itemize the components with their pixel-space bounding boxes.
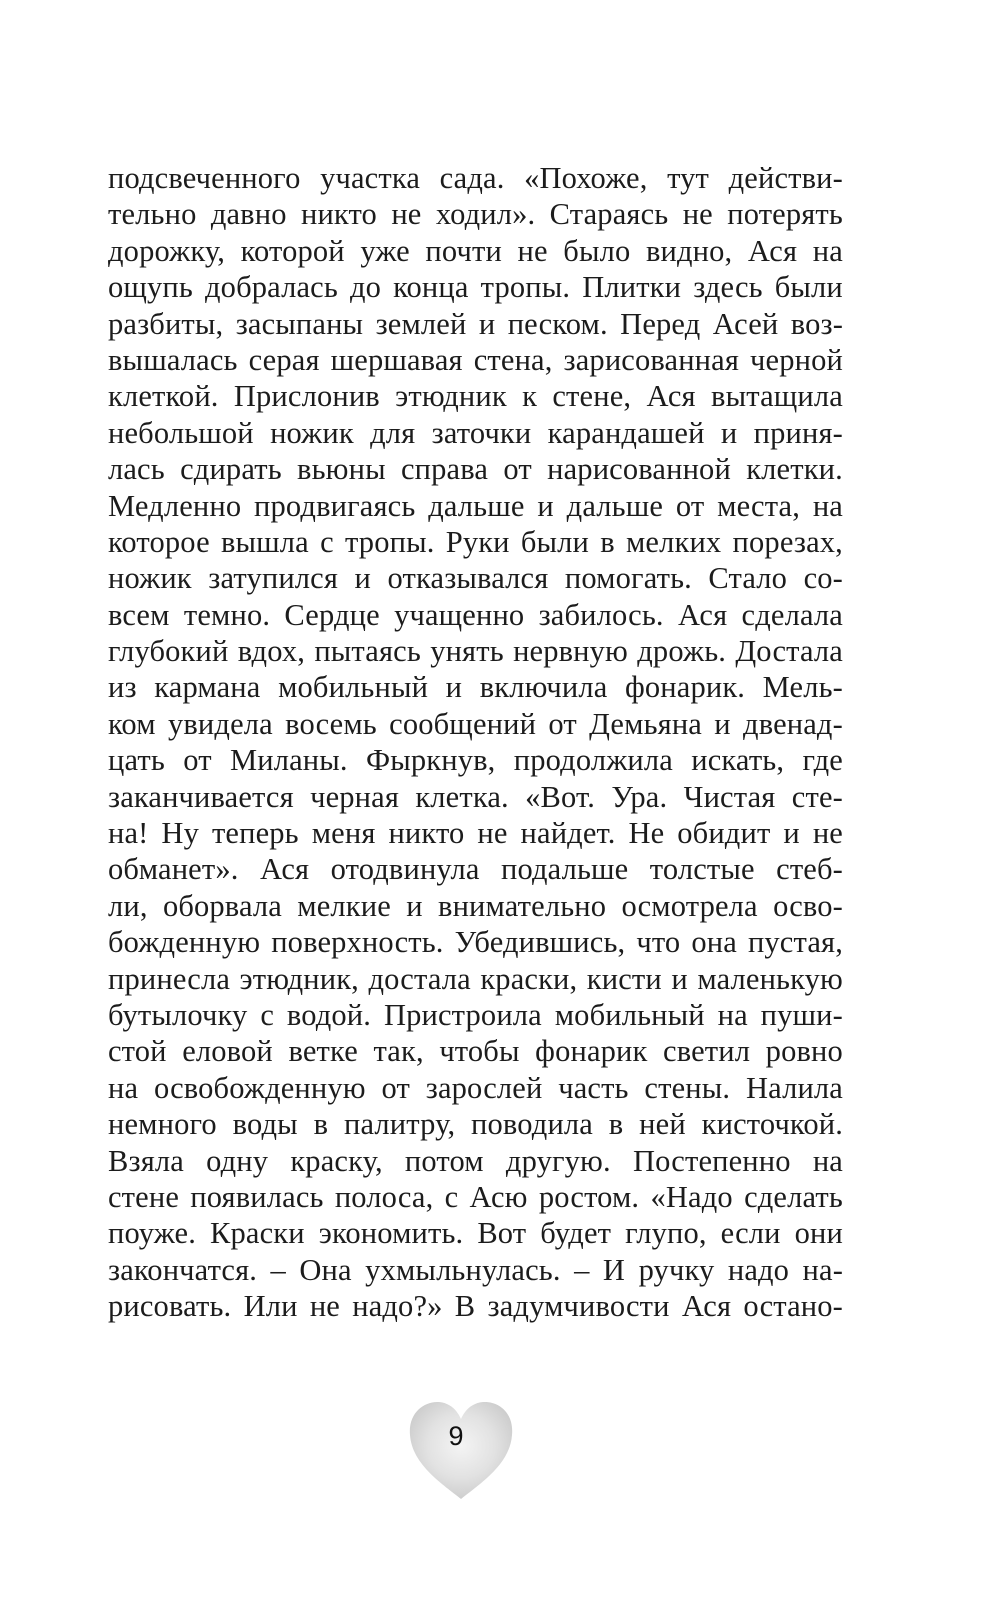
text-line: вышалась серая шершавая стена, зарисованная черной — [108, 342, 843, 377]
text-line: на! Ну теперь меня никто не найдет. Не обидит и не — [108, 816, 843, 851]
text-line: Взяла одну краску, потом другую. Постепенно на — [108, 1143, 843, 1178]
body-text — [108, 160, 843, 1325]
page-number-badge — [406, 1399, 516, 1504]
text-line: закончатся. – Она ухмыльнулась. – И ручку надо на- — [108, 1252, 843, 1287]
text-line: небольшой ножик для заточки карандашей и приня- — [108, 415, 843, 450]
text-line: клеткой. Прислонив этюдник к стене, Ася вытащила — [108, 379, 843, 414]
text-line: цать от Миланы. Фыркнув, продолжила искать, где — [108, 743, 843, 778]
text-line: ощупь добралась до конца тропы. Плитки здесь были — [108, 270, 843, 305]
text-line: ножик затупился и отказывался помогать. Стало со- — [108, 561, 843, 596]
text-line: заканчивается черная клетка. «Вот. Ура. Чистая сте- — [108, 779, 843, 814]
text-line: на освобожденную от зарослей часть стены. Налила — [108, 1070, 843, 1105]
text-line: ком увидела восемь сообщений от Демьяна и двенад- — [108, 706, 843, 741]
text-line: которое вышла с тропы. Руки были в мелких порезах, — [108, 524, 843, 559]
text-line: стой еловой ветке так, чтобы фонарик светил ровно — [108, 1034, 843, 1069]
text-line: божденную поверхность. Убедившись, что она пустая, — [108, 925, 843, 960]
text-line: рисовать. Или не надо?» В задумчивости Ася остано- — [108, 1289, 843, 1324]
text-line: немного воды в палитру, поводила в ней кисточкой. — [108, 1107, 843, 1142]
text-line: из кармана мобильный и включила фонарик. Мель- — [108, 670, 843, 705]
text-line: поуже. Краски экономить. Вот будет глупо, если они — [108, 1216, 843, 1251]
text-line: ли, оборвала мелкие и внимательно осмотрела осво- — [108, 888, 843, 923]
text-line: дорожку, которой уже почти не было видно, Ася на — [108, 233, 843, 268]
text-line: Медленно продвигаясь дальше и дальше от места, на — [108, 488, 843, 523]
text-line: принесла этюдник, достала краски, кисти и маленькую — [108, 961, 843, 996]
text-line: подсвеченного участка сада. «Похоже, тут действи- — [108, 161, 843, 195]
text-line: глубокий вдох, пытаясь унять нервную дрожь. Достала — [108, 634, 843, 669]
text-line: всем темно. Сердце учащенно забилось. Ася сделала — [108, 597, 843, 632]
text-line: разбиты, засыпаны землей и песком. Перед Асей воз- — [108, 306, 843, 341]
text-line: лась сдирать вьюны справа от нарисованной клетки. — [108, 452, 843, 487]
text-line: стене появилась полоса, с Асю ростом. «Надо сделать — [108, 1179, 843, 1214]
text-line: обманет». Ася отодвинула подальше толстые стеб- — [108, 852, 843, 887]
text-line: тельно давно никто не ходил». Стараясь не потерять — [108, 197, 843, 232]
page-number: 9 — [448, 1421, 464, 1451]
text-line: бутылочку с водой. Пристроила мобильный на пуши- — [108, 997, 843, 1032]
